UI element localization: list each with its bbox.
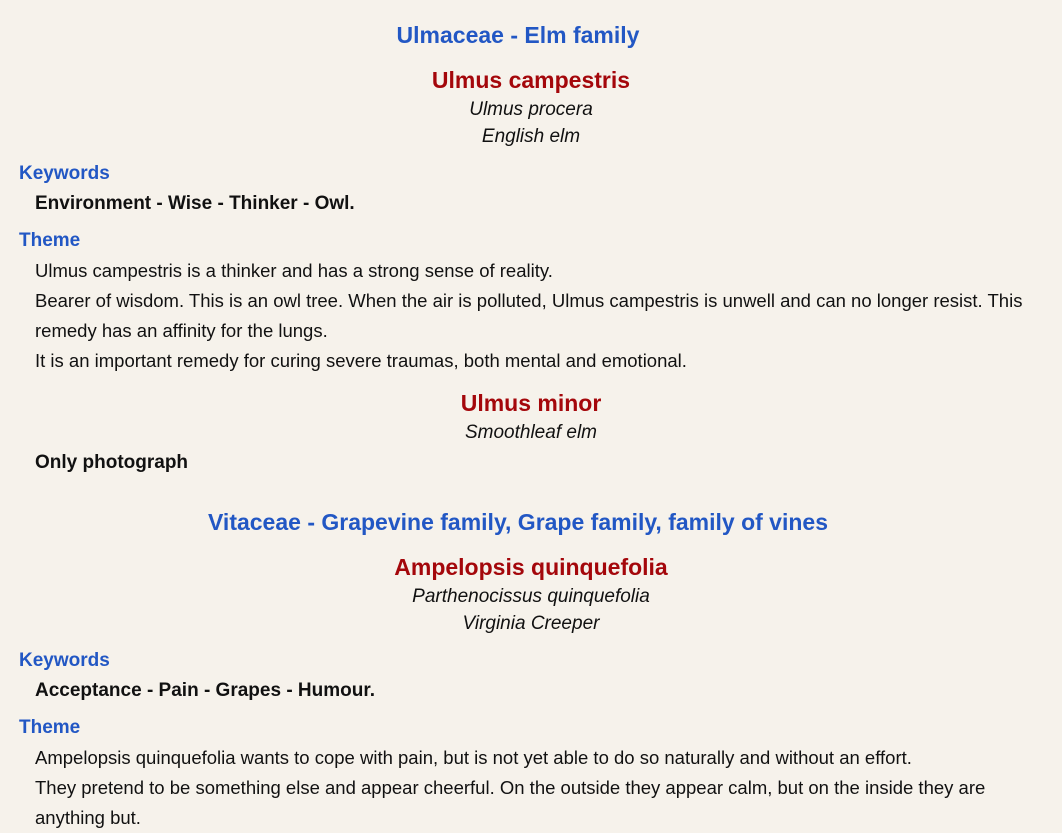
keywords-label: Keywords [19, 163, 110, 184]
theme-paragraph: Ulmus campestris is a thinker and has a strong sense of reality. [35, 260, 553, 281]
theme-paragraph: Bearer of wisdom. This is an owl tree. When the air is polluted, Ulmus campestris is unwell and can no longer resist. This remedy has an affinity for the lungs. [35, 290, 1023, 341]
keywords-label: Keywords [19, 650, 110, 671]
theme-text [35, 743, 1030, 833]
species-synonym: Parthenocissus quinquefolia [412, 586, 650, 607]
theme-paragraph: Ampelopsis quinquefolia wants to cope with pain, but is not yet able to do so naturally and without an effort. [35, 747, 912, 768]
species-heading-ampelopsis-quinquefolia: Ampelopsis quinquefolia [394, 554, 668, 580]
species-common-name: Smoothleaf elm [464, 422, 597, 443]
species-common-name: English elm [481, 126, 581, 147]
species-synonym: Ulmus procera [469, 99, 593, 120]
keywords-text: Environment - Wise - Thinker - Owl. [35, 193, 355, 214]
family-heading-ulmaceae: Ulmaceae - Elm family [396, 22, 640, 48]
theme-paragraph: They pretend to be something else and appear cheerful. On the outside they appear calm, but on the inside they are anything but. [35, 777, 986, 828]
theme-text [35, 256, 1030, 376]
family-heading-vitaceae: Vitaceae - Grapevine family, Grape family, family of vines [208, 509, 828, 535]
keywords-text: Acceptance - Pain - Grapes - Humour. [35, 680, 375, 701]
theme-label: Theme [19, 717, 81, 738]
species-note: Only photograph [35, 452, 189, 473]
species-common-name: Virginia Creeper [462, 613, 600, 634]
species-heading-ulmus-campestris: Ulmus campestris [431, 67, 631, 93]
theme-paragraph: It is an important remedy for curing severe traumas, both mental and emotional. [35, 350, 687, 371]
species-heading-ulmus-minor: Ulmus minor [460, 390, 602, 416]
theme-label: Theme [19, 230, 81, 251]
